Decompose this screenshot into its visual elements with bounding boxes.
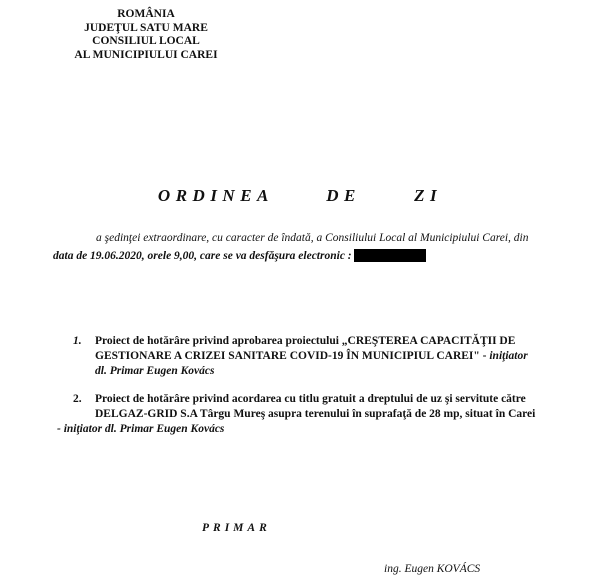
header-council: CONSILIUL LOCAL bbox=[92, 35, 200, 48]
signer-prefix: ing. Eugen bbox=[384, 563, 437, 575]
intro-line-2 bbox=[53, 249, 593, 262]
header-county: JUDEŢUL SATU MARE bbox=[84, 21, 208, 34]
redaction-bar bbox=[354, 249, 426, 262]
document-title: ORDINEA DE ZI bbox=[157, 186, 443, 205]
mayor-title: PRIMAR bbox=[202, 522, 271, 534]
agenda-item-1-line-2-italic: iniţiator bbox=[486, 350, 528, 362]
intro-line-1: a şedinţei extraordinare, cu caracter de îndată, a Consiliului Local al Municipiului Carei, din bbox=[96, 232, 529, 244]
agenda-item-2-line-2: DELGAZ-GRID S.A Târgu Mureş asupra terenului în suprafaţă de 28 mp, situat în Carei bbox=[95, 408, 536, 420]
agenda-item-2-line-1: Proiect de hotărâre privind acordarea cu titlu gratuit a dreptului de uz şi servitute către bbox=[95, 393, 526, 405]
header-municipality: AL MUNICIPIULUI CAREI bbox=[74, 48, 218, 61]
intro-line-2-text: data de 19.06.2020, orele 9,00, care se va desfăşura electronic : bbox=[53, 250, 352, 262]
agenda-item-1-line-2-bold: GESTIONARE A CRIZEI SANITARE COVID-19 ÎN MUNICIPIUL CAREI" - bbox=[95, 350, 487, 362]
signer-surname: KOVÁCS bbox=[436, 563, 481, 575]
agenda-item-2-line-3: - iniţiator dl. Primar Eugen Kovács bbox=[57, 423, 225, 435]
agenda-item-1-line-1: Proiect de hotărâre privind aprobarea proiectului „CREŞTEREA CAPACITĂŢII DE bbox=[95, 335, 516, 347]
agenda-item-1-number: 1. bbox=[73, 335, 82, 347]
agenda-item-1-line-2 bbox=[95, 349, 528, 363]
mayor-signature bbox=[384, 563, 480, 575]
agenda-item-1-line-3: dl. Primar Eugen Kovács bbox=[95, 365, 215, 377]
issuer-header bbox=[46, 8, 246, 62]
agenda-item-2-number: 2. bbox=[73, 393, 82, 405]
header-country: ROMÂNIA bbox=[117, 8, 175, 20]
